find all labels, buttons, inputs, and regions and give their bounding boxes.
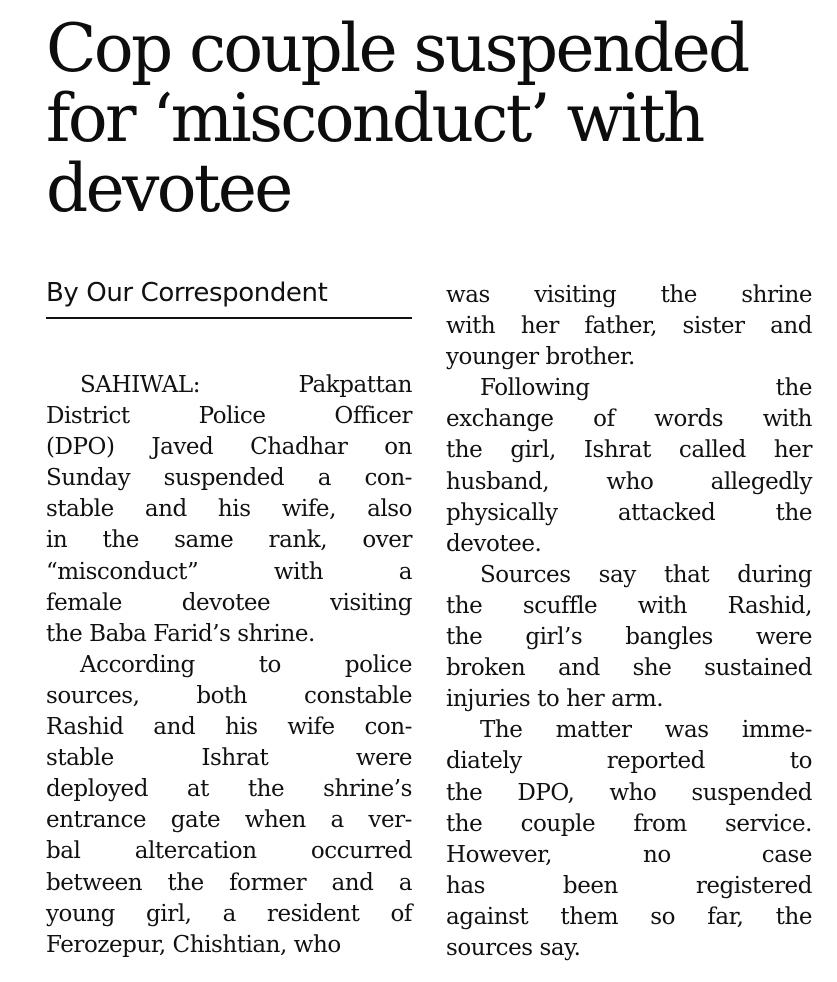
byline: By Our Correspondent xyxy=(46,278,328,308)
text-line: husband, who allegedly xyxy=(446,468,812,495)
text-line: the couple from service. xyxy=(446,810,812,837)
text-line: District Police Officer xyxy=(46,403,412,430)
text-line: the DPO, who suspended xyxy=(446,779,812,806)
text-line: SAHIWAL: Pakpattan xyxy=(80,372,412,398)
right-column-paragraph xyxy=(446,560,812,715)
text-line: Ferozepur, Chishtian, who xyxy=(46,931,341,958)
text-line: has been registered xyxy=(446,872,812,899)
text-line: in the same rank, over xyxy=(46,527,412,554)
text-line: female devotee visiting xyxy=(46,589,412,616)
text-line: devotee. xyxy=(446,530,542,557)
text-line: against them so far, the xyxy=(446,903,812,930)
headline-line: Cop couple suspended xyxy=(46,10,748,87)
left-column-paragraph xyxy=(46,370,412,650)
text-line: The matter was imme- xyxy=(480,717,812,744)
text-line: stable and his wife, also xyxy=(46,496,412,523)
text-line: However, no case xyxy=(446,841,812,868)
headline-line: for ‘misconduct’ with xyxy=(46,80,703,157)
text-line: Rashid and his wife con- xyxy=(46,714,412,741)
text-line: the Baba Farid’s shrine. xyxy=(46,620,315,647)
headline xyxy=(46,10,821,227)
right-column-paragraph xyxy=(446,373,812,560)
text-line: bal altercation occurred xyxy=(46,838,412,865)
text-line: sources say. xyxy=(446,934,581,961)
left-column-paragraph xyxy=(46,650,412,961)
byline-divider xyxy=(46,317,412,319)
text-line: sources, both constable xyxy=(46,682,412,709)
right-column-paragraph xyxy=(446,280,812,373)
article-column-right xyxy=(446,280,812,964)
headline-line: devotee xyxy=(46,150,291,227)
text-line: injuries to her arm. xyxy=(446,686,664,713)
text-line: the girl, Ishrat called her xyxy=(446,437,812,464)
article-column-left xyxy=(46,370,412,961)
text-line: was visiting the shrine xyxy=(446,282,812,308)
text-line: exchange of words with xyxy=(446,406,812,433)
text-line: Following the xyxy=(480,375,812,402)
text-line: According to police xyxy=(80,651,412,678)
text-line: broken and she sustained xyxy=(446,655,812,682)
right-column-paragraph xyxy=(446,715,812,964)
text-line: (DPO) Javed Chadhar on xyxy=(46,434,412,461)
text-line: “misconduct” with a xyxy=(46,558,412,585)
text-line: younger brother. xyxy=(446,344,635,371)
text-line: physically attacked the xyxy=(446,499,812,526)
text-line: the girl’s bangles were xyxy=(446,624,812,651)
text-line: Sunday suspended a con- xyxy=(46,465,412,492)
text-line: with her father, sister and xyxy=(446,313,812,340)
text-line: entrance gate when a ver- xyxy=(46,807,412,834)
text-line: Sources say that during xyxy=(480,561,812,588)
text-line: deployed at the shrine’s xyxy=(46,776,412,803)
text-line: stable Ishrat were xyxy=(46,745,412,772)
text-line: between the former and a xyxy=(46,869,412,896)
text-line: the scuffle with Rashid, xyxy=(446,592,812,619)
text-line: diately reported to xyxy=(446,748,812,775)
text-line: young girl, a resident of xyxy=(46,900,412,927)
